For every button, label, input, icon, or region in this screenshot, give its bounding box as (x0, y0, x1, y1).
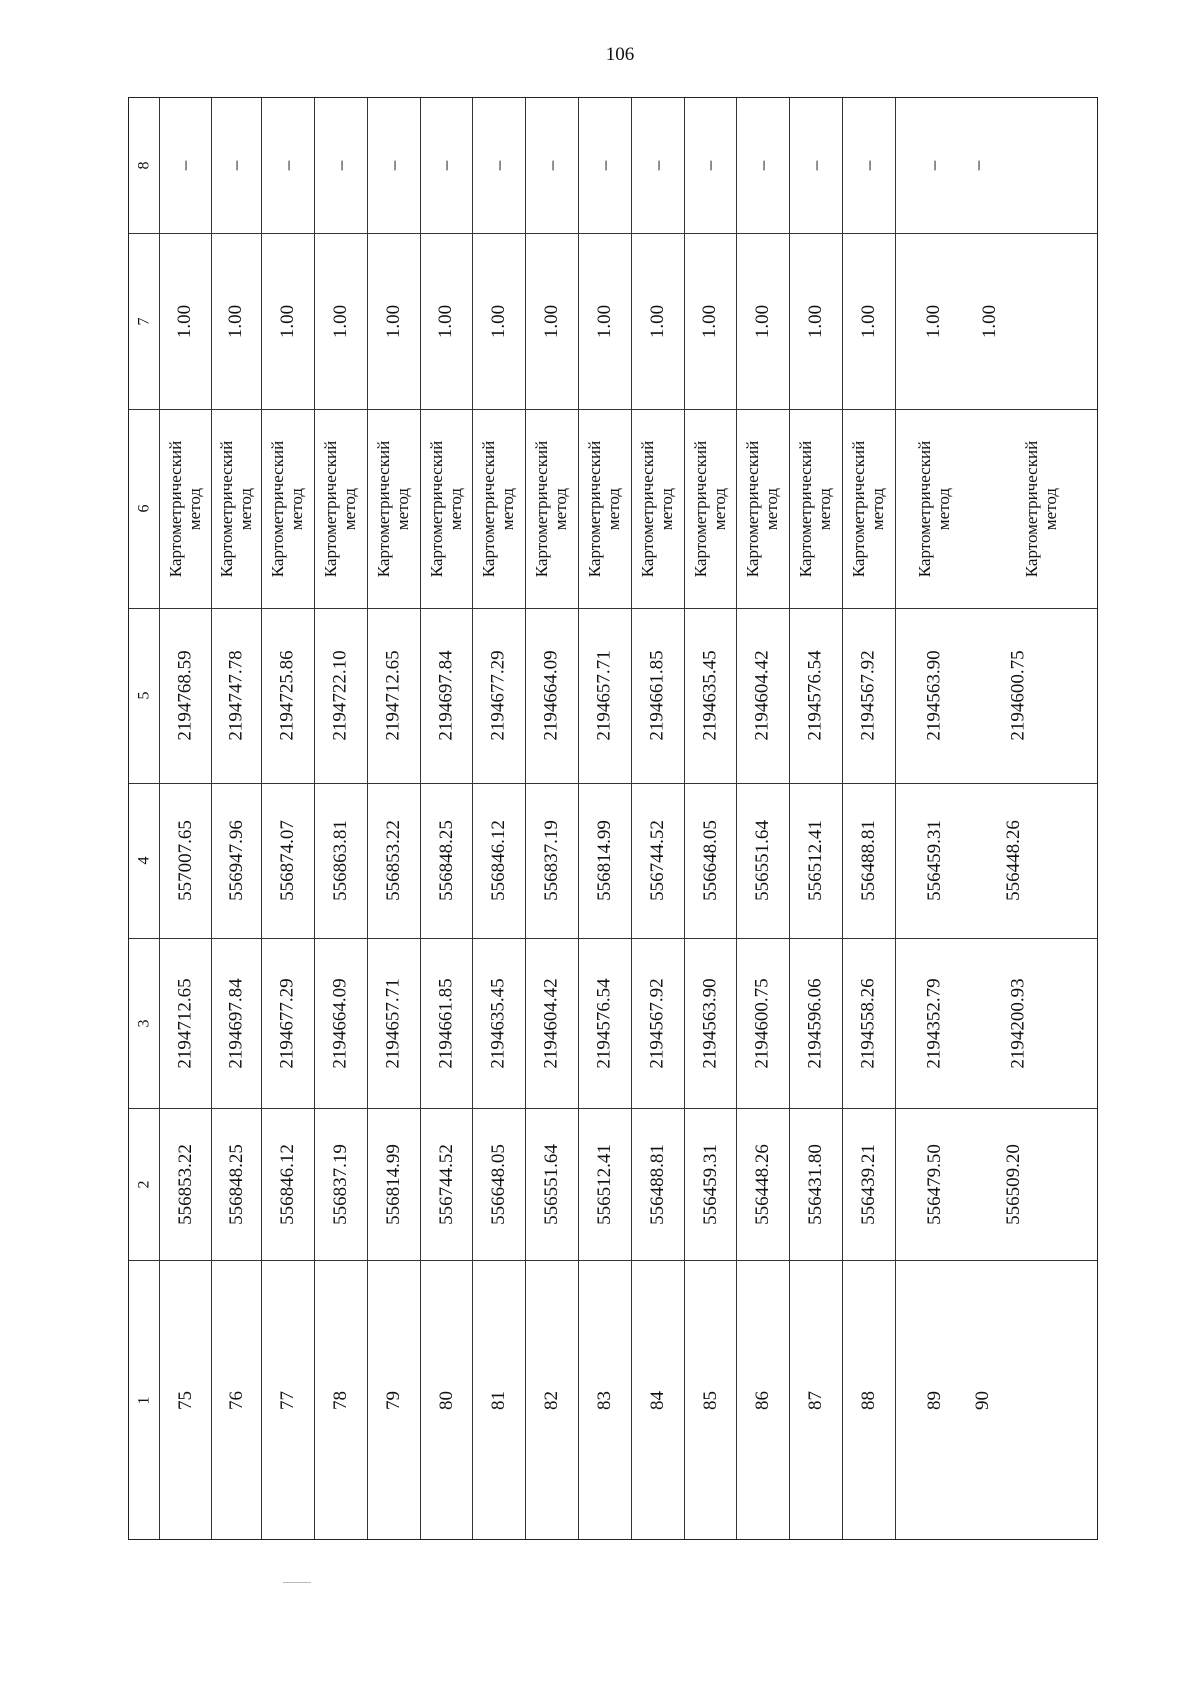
table-cell (973, 1108, 1054, 1260)
table-cell-text: 556488.81 (647, 1143, 668, 1225)
table-cell (420, 409, 472, 608)
table-cell-text: 1.00 (383, 304, 404, 338)
coordinates-table (128, 97, 1098, 1540)
table-cell-text: – (923, 160, 945, 171)
table-cell (578, 409, 631, 608)
table-cell-text: Картометрический метод (691, 440, 729, 577)
table-cell (367, 938, 420, 1108)
table-cell-text: 556648.05 (699, 820, 721, 901)
table-cell-text: 556837.19 (330, 1143, 351, 1225)
table-cell (261, 608, 314, 783)
table-cell (789, 608, 842, 783)
table-cell-text: 1.00 (594, 304, 615, 338)
table-cell-text: Картометрический метод (532, 440, 571, 577)
table-cell (842, 938, 895, 1108)
table-cell (420, 938, 472, 1108)
table-cell (159, 608, 211, 783)
table-cell (895, 98, 973, 233)
table-cell (314, 1260, 367, 1541)
table-cell (578, 938, 631, 1108)
table-cell (367, 1108, 420, 1260)
table-cell (842, 409, 895, 608)
table-cell-text: 2194657.71 (594, 650, 615, 741)
table-cell (578, 608, 631, 783)
table-cell (472, 409, 525, 608)
table-cell-text: 2194712.65 (174, 977, 196, 1069)
table-cell-text: 80 (435, 1391, 457, 1410)
table-cell (472, 783, 525, 938)
table-cell-text: 84 (647, 1391, 668, 1410)
table-cell-text: 2194712.65 (383, 650, 404, 741)
table-cell (789, 233, 842, 409)
table-cell (684, 1108, 736, 1260)
table-cell (684, 938, 736, 1108)
table-cell (367, 409, 420, 608)
table-cell (842, 1260, 895, 1541)
table-cell-text: 83 (594, 1391, 615, 1410)
table-cell-text: 2194664.09 (330, 977, 351, 1069)
table-cell (895, 409, 973, 608)
table-cell-text: 556448.26 (752, 1143, 773, 1225)
table-cell (631, 98, 684, 233)
table-cell (789, 409, 842, 608)
table-cell (895, 1108, 973, 1260)
table-cell-text: Картометрический метод (374, 440, 413, 577)
table-cell-text: 556648.05 (488, 1143, 509, 1225)
table-cell (525, 608, 578, 783)
table-cell (895, 608, 973, 783)
table-cell-text: 556448.26 (1002, 820, 1024, 901)
table-cell-text: 1.00 (699, 304, 721, 338)
table-cell-text: 556853.22 (174, 1143, 196, 1225)
table-cell (895, 783, 973, 938)
table-cell-text: 556488.81 (858, 820, 879, 901)
table-cell-text: Картометрический метод (166, 440, 204, 577)
table-cell-text: 1.00 (923, 304, 945, 338)
table-cell-text: 1.00 (435, 304, 457, 338)
table-cell-text: 557007.65 (174, 820, 196, 901)
table-cell-text: 1.00 (805, 304, 826, 338)
table-cell-text: 88 (858, 1391, 879, 1410)
table-cell (736, 608, 789, 783)
table-cell (736, 1260, 789, 1541)
table-cell-text: 556846.12 (277, 1143, 298, 1225)
table-cell (842, 98, 895, 233)
table-cell-text: 2194600.75 (752, 977, 773, 1069)
table-cell-text: 76 (225, 1391, 247, 1410)
table-cell (420, 608, 472, 783)
table-cell (789, 1260, 842, 1541)
table-cell (895, 1260, 973, 1541)
table-cell-text: Картометрический метод (638, 440, 677, 577)
table-cell-text: – (174, 160, 196, 171)
column-number-label-text: 5 (135, 691, 153, 700)
table-cell (472, 233, 525, 409)
table-cell (159, 1108, 211, 1260)
table-cell-text: 2194677.29 (277, 977, 298, 1069)
table-cell (211, 608, 261, 783)
table-cell-text: 89 (923, 1391, 945, 1410)
table-cell-text: 556863.81 (330, 820, 351, 901)
table-cell (211, 1260, 261, 1541)
table-cell-text: 1.00 (979, 304, 1001, 338)
table-cell (631, 1108, 684, 1260)
table-cell (261, 409, 314, 608)
table-cell-text: Картометрический метод (321, 440, 360, 577)
table-cell (895, 938, 973, 1108)
table-cell (684, 783, 736, 938)
column-number-label-text: 4 (135, 856, 153, 865)
table-cell (314, 409, 367, 608)
table-cell-text: – (805, 160, 826, 171)
table-cell (631, 608, 684, 783)
table-cell (261, 1260, 314, 1541)
table-cell-text: – (594, 160, 615, 171)
table-cell-text: 556837.19 (541, 820, 562, 901)
table-cell (261, 233, 314, 409)
table-cell-text: 2194567.92 (858, 650, 879, 741)
table-cell (842, 608, 895, 783)
table-cell-text: – (225, 160, 247, 171)
table-cell-text: 556459.31 (923, 820, 945, 901)
table-cell (367, 1260, 420, 1541)
table-cell (578, 1108, 631, 1260)
table-cell-text: 2194661.85 (435, 977, 457, 1069)
table-cell-text: 2194563.90 (699, 977, 721, 1069)
table-cell-text: 556947.96 (225, 820, 247, 901)
table-cell-text: 1.00 (277, 304, 298, 338)
column-number-label-text: 7 (135, 317, 153, 325)
table-cell (578, 1260, 631, 1541)
table-cell (261, 783, 314, 938)
table-cell-text: 2194604.42 (541, 977, 562, 1069)
table-cell (842, 1108, 895, 1260)
table-cell-text: 556848.25 (225, 1143, 247, 1225)
table-cell-text: 556551.64 (541, 1143, 562, 1225)
column-number-label (129, 409, 159, 608)
column-number-label (129, 1260, 159, 1541)
table-cell (525, 233, 578, 409)
table-cell-text: 556846.12 (488, 820, 509, 901)
table-cell-text: 556848.25 (435, 820, 457, 901)
table-cell-text: 86 (752, 1391, 773, 1410)
table-cell (314, 938, 367, 1108)
table-cell (973, 409, 1109, 608)
table-cell-text: 556431.80 (805, 1143, 826, 1225)
table-cell (525, 1260, 578, 1541)
table-cell (895, 233, 973, 409)
page-number: 106 (605, 44, 635, 65)
table-cell (578, 783, 631, 938)
column-number-label (129, 938, 159, 1108)
column-number-label (129, 783, 159, 938)
table-cell (578, 233, 631, 409)
column-number-label (129, 1108, 159, 1260)
table-cell (631, 938, 684, 1108)
table-cell-text: 2194635.45 (488, 977, 509, 1069)
table-cell-text: Картометрический метод (1022, 440, 1061, 577)
column-number-label-text: 1 (135, 1396, 153, 1405)
table-cell-text: 81 (488, 1391, 509, 1410)
table-cell-text: 87 (805, 1391, 826, 1410)
table-cell (420, 98, 472, 233)
table-cell-text: 556853.22 (383, 820, 404, 901)
table-cell (159, 233, 211, 409)
table-cell (684, 98, 736, 233)
table-cell-text: 556439.21 (858, 1143, 879, 1225)
table-cell (420, 1260, 472, 1541)
table-cell-text: – (752, 160, 773, 171)
table-cell (684, 608, 736, 783)
table-cell (261, 1108, 314, 1260)
table-cell-text: 2194576.54 (594, 977, 615, 1069)
table-cell-text: 2194657.71 (383, 977, 404, 1069)
table-cell (973, 1260, 992, 1541)
table-cell-text: – (488, 160, 509, 171)
table-cell-text: 2194558.26 (858, 977, 879, 1069)
table-cell (684, 409, 736, 608)
table-cell (684, 233, 736, 409)
table-cell (973, 233, 1006, 409)
table-cell-text: 556509.20 (1002, 1143, 1024, 1225)
table-cell-text: Картометрический метод (915, 440, 953, 577)
table-cell-text: 2194200.93 (1007, 977, 1029, 1069)
table-cell (631, 233, 684, 409)
table-cell (525, 409, 578, 608)
table-cell-text: 2194604.42 (752, 650, 773, 741)
column-number-label (129, 608, 159, 783)
table-cell-text: 556814.99 (383, 1143, 404, 1225)
table-cell (736, 233, 789, 409)
table-cell-text: – (699, 160, 721, 171)
table-cell-text: 2194697.84 (225, 977, 247, 1069)
table-cell (472, 1108, 525, 1260)
table-cell-text: Картометрический метод (268, 440, 307, 577)
table-cell (159, 98, 211, 233)
table-cell-text: 2194722.10 (330, 650, 351, 741)
table-cell (420, 233, 472, 409)
table-cell-text: Картометрический метод (479, 440, 518, 577)
table-cell-text: 2194352.79 (923, 977, 945, 1069)
table-cell (472, 1260, 525, 1541)
column-number-label (129, 233, 159, 409)
table-cell-text: 556479.50 (923, 1143, 945, 1225)
scan-mark (283, 1582, 311, 1583)
table-cell (789, 98, 842, 233)
table-cell (211, 783, 261, 938)
table-cell-text: 556512.41 (594, 1143, 615, 1225)
table-cell (314, 1108, 367, 1260)
table-cell-text: 556744.52 (647, 820, 668, 901)
table-cell-text: Картометрический метод (849, 440, 888, 577)
table-cell-text: Картометрический метод (427, 440, 465, 577)
table-cell-text: – (967, 160, 989, 171)
table-cell (420, 1108, 472, 1260)
table-cell (211, 233, 261, 409)
table-cell (967, 98, 989, 233)
table-cell (842, 233, 895, 409)
table-cell (684, 1260, 736, 1541)
column-number-label (129, 98, 159, 233)
table-cell (736, 938, 789, 1108)
table-cell-text: 1.00 (647, 304, 668, 338)
table-cell (736, 409, 789, 608)
table-cell-text: 1.00 (541, 304, 562, 338)
table-cell-text: 556459.31 (699, 1143, 721, 1225)
table-cell-text: 1.00 (225, 304, 247, 338)
table-cell-text: 1.00 (174, 304, 196, 338)
table-cell (736, 783, 789, 938)
table-cell-text: 2194725.86 (277, 650, 298, 741)
table-cell-text: 1.00 (752, 304, 773, 338)
column-number-label-text: 6 (135, 504, 153, 513)
table-cell-text: 556744.52 (435, 1143, 457, 1225)
table-cell (973, 608, 1063, 783)
table-cell-text: 2194768.59 (174, 650, 196, 741)
table-cell-text: 556512.41 (805, 820, 826, 901)
column-number-label-text: 8 (135, 161, 153, 170)
table-cell-text: 1.00 (858, 304, 879, 338)
table-cell (631, 409, 684, 608)
table-cell (973, 783, 1054, 938)
table-cell-text: 556551.64 (752, 820, 773, 901)
table-cell-text: Картометрический метод (585, 440, 624, 577)
table-cell (314, 233, 367, 409)
table-cell-text: 85 (699, 1391, 721, 1410)
table-cell-text: 2194567.92 (647, 977, 668, 1069)
table-cell (736, 98, 789, 233)
table-cell-text: 75 (174, 1391, 196, 1410)
table-cell (261, 938, 314, 1108)
table-cell-text: 78 (330, 1391, 351, 1410)
table-cell (736, 1108, 789, 1260)
table-cell (472, 98, 525, 233)
table-cell-text: – (277, 160, 298, 171)
table-cell-text: 77 (277, 1391, 298, 1410)
table-cell-text: – (435, 160, 457, 171)
table-cell (367, 233, 420, 409)
table-cell (789, 1108, 842, 1260)
table-cell (420, 783, 472, 938)
table-cell (211, 1108, 261, 1260)
table-cell-text: – (330, 160, 351, 171)
table-cell-text: – (647, 160, 668, 171)
table-cell-text: 79 (383, 1391, 404, 1410)
table-cell (314, 608, 367, 783)
table-cell-text: 90 (972, 1391, 993, 1410)
table-cell-text: 556814.99 (594, 820, 615, 901)
table-cell-text: 2194596.06 (805, 977, 826, 1069)
table-cell-text: 2194664.09 (541, 650, 562, 741)
table-cell (314, 783, 367, 938)
table-cell (631, 783, 684, 938)
column-number-label-text: 3 (135, 1019, 153, 1027)
table-cell (842, 783, 895, 938)
table-cell (578, 98, 631, 233)
table-cell (973, 938, 1063, 1108)
table-cell-text: Картометрический метод (217, 440, 255, 577)
table-cell-text: 2194600.75 (1007, 650, 1029, 741)
table-cell (314, 98, 367, 233)
table-cell (367, 608, 420, 783)
table-cell (472, 938, 525, 1108)
table-cell-text: 2194563.90 (923, 650, 945, 741)
table-cell (261, 98, 314, 233)
table-cell-text: 82 (541, 1391, 562, 1410)
table-cell (789, 783, 842, 938)
table-cell-text: Картометрический метод (796, 440, 835, 577)
table-cell-text: – (383, 160, 404, 171)
table-cell (525, 938, 578, 1108)
table-cell (159, 938, 211, 1108)
table-cell (525, 783, 578, 938)
table-cell (472, 608, 525, 783)
table-cell (525, 98, 578, 233)
table-cell-text: 556874.07 (277, 820, 298, 901)
table-cell-text: 2194661.85 (647, 650, 668, 741)
table-cell-text: 1.00 (488, 304, 509, 338)
table-cell (367, 783, 420, 938)
table-cell-text: 1.00 (330, 304, 351, 338)
table-cell-text: Картометрический метод (743, 440, 782, 577)
table-cell-text: 2194747.78 (225, 650, 247, 741)
table-cell (159, 409, 211, 608)
table-cell-text: 2194677.29 (488, 650, 509, 741)
table-cell-text: 2194697.84 (435, 650, 457, 741)
table-cell-text: – (858, 160, 879, 171)
table-cell (159, 783, 211, 938)
table-cell (159, 1260, 211, 1541)
table-cell (211, 98, 261, 233)
table-cell (211, 409, 261, 608)
column-number-label-text: 2 (135, 1180, 153, 1188)
table-cell (367, 98, 420, 233)
table-cell (525, 1108, 578, 1260)
table-cell-text: 2194576.54 (805, 650, 826, 741)
table-cell-text: 2194635.45 (699, 650, 721, 741)
table-cell (789, 938, 842, 1108)
table-cell-text: – (541, 160, 562, 171)
table-cell (211, 938, 261, 1108)
table-cell (631, 1260, 684, 1541)
